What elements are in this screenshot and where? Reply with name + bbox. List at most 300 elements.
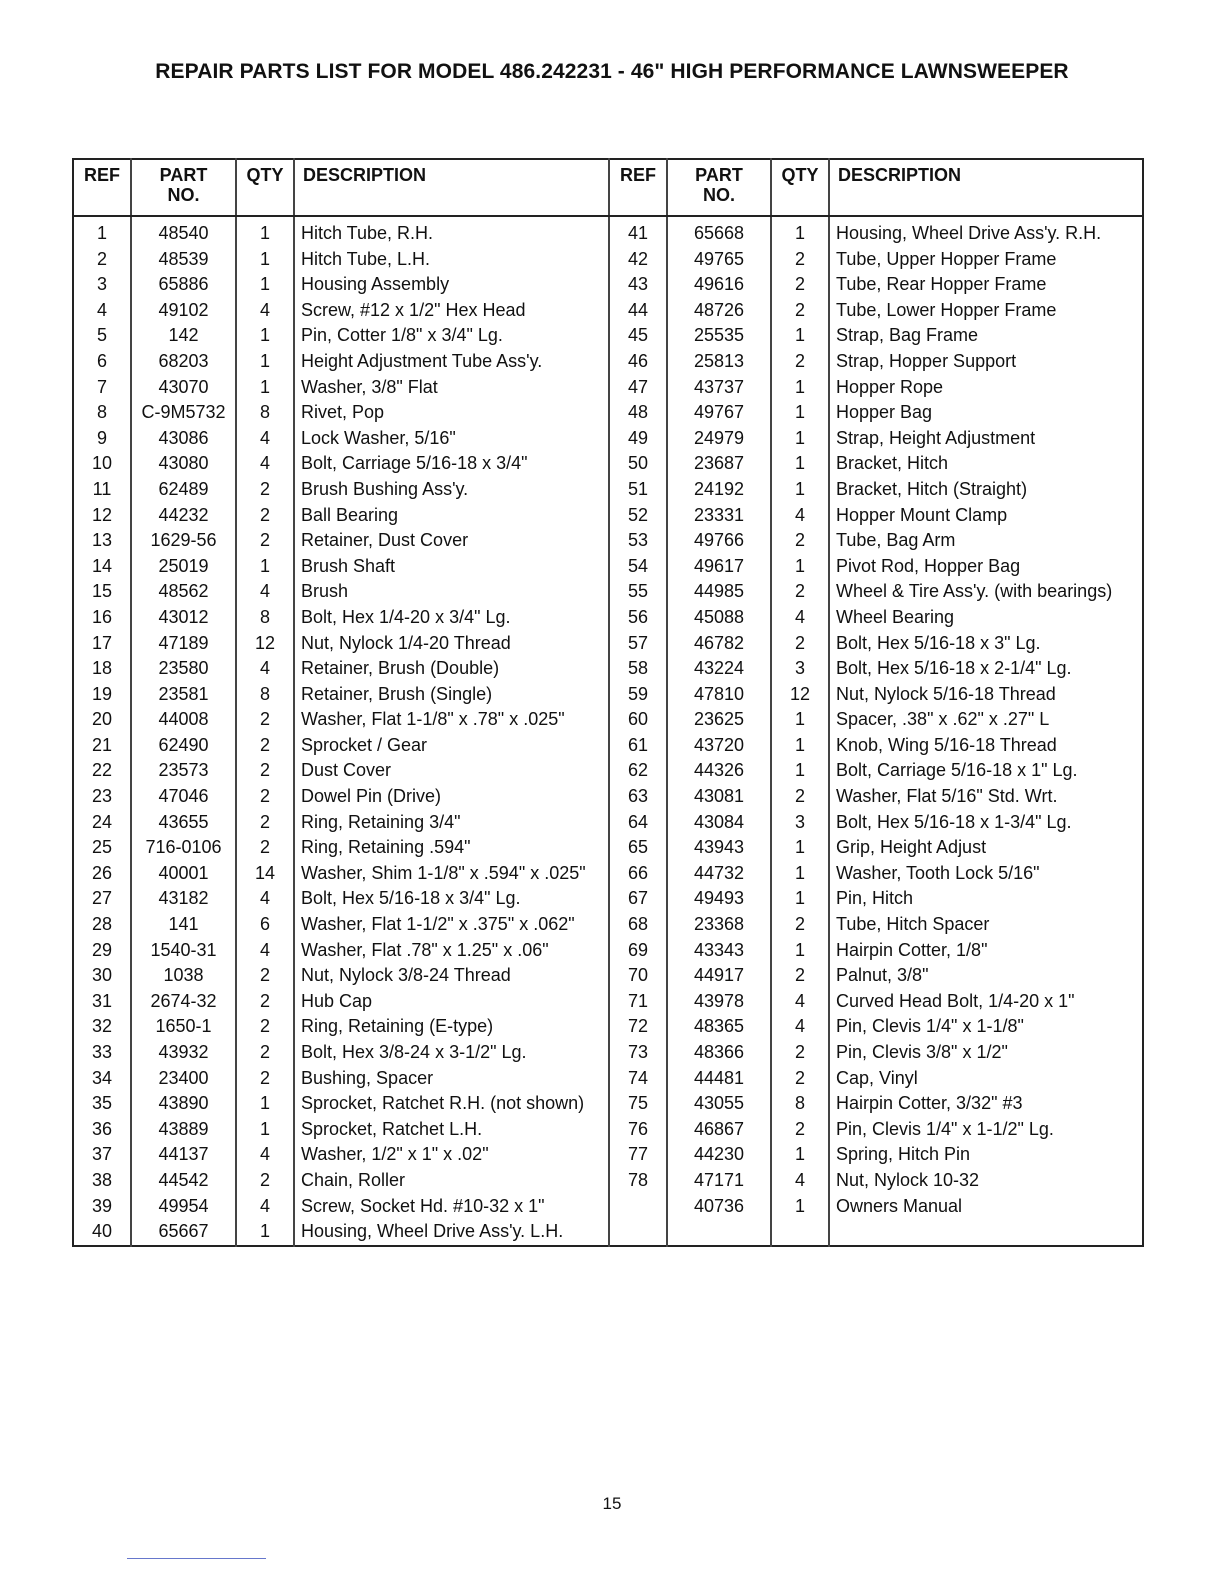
cell-part-no: 43890: [131, 1091, 236, 1117]
cell-description: Nut, Nylock 1/4-20 Thread: [294, 631, 609, 657]
cell-ref: 28: [91, 914, 113, 935]
cell-qty: 2: [771, 1117, 829, 1143]
cell-part-no: 23400: [131, 1066, 236, 1092]
cell-description: Wheel & Tire Ass'y. (with bearings): [829, 579, 1143, 605]
cell-description: Tube, Hitch Spacer: [829, 912, 1143, 938]
cell-description: Pin, Clevis 1/4" x 1-1/8": [829, 1014, 1143, 1040]
cell-qty: 1: [771, 886, 829, 912]
cell-description: Retainer, Brush (Single): [294, 682, 609, 708]
table-header-row: [73, 159, 1143, 216]
cell-description: Spacer, .38" x .62" x .27" L: [829, 707, 1143, 733]
cell-qty: 2: [236, 758, 294, 784]
cell-description: Bushing, Spacer: [294, 1066, 609, 1092]
cell-qty: 1: [771, 554, 829, 580]
cell-part-no: 48540: [131, 216, 236, 247]
cell-description: Hitch Tube, L.H.: [294, 247, 609, 273]
cell-qty: 4: [771, 605, 829, 631]
table-row: [73, 963, 1143, 989]
cell-part-no: 43086: [131, 426, 236, 452]
cell-qty: 4: [236, 426, 294, 452]
cell-part-no: 49493: [667, 886, 771, 912]
cell-part-no: 49954: [131, 1194, 236, 1220]
cell-part-no: 44008: [131, 707, 236, 733]
cell-qty: 2: [771, 349, 829, 375]
cell-ref: 52: [609, 503, 667, 529]
cell-description: Sprocket, Ratchet L.H.: [294, 1117, 609, 1143]
table-row: [73, 631, 1143, 657]
cell-part-no: 25019: [131, 554, 236, 580]
cell-part-no: C-9M5732: [131, 400, 236, 426]
cell-part-no: 23368: [667, 912, 771, 938]
cell-ref: 6: [96, 350, 107, 371]
cell-qty: 4: [771, 1168, 829, 1194]
cell-ref: 59: [609, 682, 667, 708]
cell-part-no: 24979: [667, 426, 771, 452]
cell-description: Knob, Wing 5/16-18 Thread: [829, 733, 1143, 759]
header-part: PART: [159, 165, 208, 185]
cell-qty: 2: [771, 963, 829, 989]
cell-ref: 62: [609, 758, 667, 784]
cell-description: Ball Bearing: [294, 503, 609, 529]
cell-description: Housing, Wheel Drive Ass'y. L.H.: [294, 1219, 609, 1246]
table-row: [73, 323, 1143, 349]
cell-ref: 10: [91, 453, 113, 474]
cell-ref: 56: [609, 605, 667, 631]
cell-part-no: 68203: [131, 349, 236, 375]
table-row: [73, 1219, 1143, 1246]
cell-qty: 2: [236, 963, 294, 989]
cell-part-no: 47046: [131, 784, 236, 810]
cell-ref: 30: [91, 965, 113, 986]
cell-part-no: 65886: [131, 272, 236, 298]
cell-ref: 51: [609, 477, 667, 503]
cell-ref: 27: [91, 888, 113, 909]
cell-part-no: 142: [131, 323, 236, 349]
cell-description: Height Adjustment Tube Ass'y.: [294, 349, 609, 375]
cell-ref: 32: [91, 1016, 113, 1037]
cell-qty: 2: [236, 1168, 294, 1194]
cell-ref: 36: [91, 1118, 113, 1139]
cell-description: Hopper Bag: [829, 400, 1143, 426]
table-row: [73, 1066, 1143, 1092]
cell-part-no: 47189: [131, 631, 236, 657]
table-row: [73, 758, 1143, 784]
cell-part-no: 48562: [131, 579, 236, 605]
cell-part-no: 43070: [131, 375, 236, 401]
cell-ref: 78: [609, 1168, 667, 1194]
cell-part-no: 48365: [667, 1014, 771, 1040]
cell-description: Strap, Height Adjustment: [829, 426, 1143, 452]
cell-ref: 5: [96, 325, 107, 346]
table-row: [73, 400, 1143, 426]
cell-qty: 1: [236, 1117, 294, 1143]
cell-description: Pin, Clevis 1/4" x 1-1/2" Lg.: [829, 1117, 1143, 1143]
cell-ref: 58: [609, 656, 667, 682]
cell-part-no: 43655: [131, 810, 236, 836]
cell-part-no: 25813: [667, 349, 771, 375]
cell-part-no: 48726: [667, 298, 771, 324]
table-row: [73, 298, 1143, 324]
cell-description: Pin, Hitch: [829, 886, 1143, 912]
cell-part-no: 49767: [667, 400, 771, 426]
cell-part-no: 43343: [667, 938, 771, 964]
cell-description: Hitch Tube, R.H.: [294, 216, 609, 247]
table-row: [73, 682, 1143, 708]
cell-part-no: 49617: [667, 554, 771, 580]
cell-description: Strap, Bag Frame: [829, 323, 1143, 349]
cell-ref: 39: [91, 1195, 113, 1216]
cell-qty: 1: [236, 216, 294, 247]
cell-qty: 1: [236, 247, 294, 273]
cell-part-no: 40001: [131, 861, 236, 887]
cell-ref: 50: [609, 451, 667, 477]
cell-qty: 2: [771, 247, 829, 273]
cell-ref: 61: [609, 733, 667, 759]
cell-part-no: [667, 1219, 771, 1246]
table-row: [73, 1117, 1143, 1143]
cell-ref: 21: [91, 734, 113, 755]
cell-ref: 72: [609, 1014, 667, 1040]
cell-qty: 4: [236, 656, 294, 682]
cell-description: Ring, Retaining 3/4": [294, 810, 609, 836]
cell-qty: 2: [771, 272, 829, 298]
cell-part-no: 43055: [667, 1091, 771, 1117]
cell-qty: 2: [236, 784, 294, 810]
cell-description: Hairpin Cotter, 1/8": [829, 938, 1143, 964]
cell-description: Bolt, Hex 3/8-24 x 3-1/2" Lg.: [294, 1040, 609, 1066]
cell-description: Hopper Mount Clamp: [829, 503, 1143, 529]
cell-qty: 2: [236, 477, 294, 503]
table-row: [73, 272, 1143, 298]
cell-ref: 31: [91, 990, 113, 1011]
header-qty: QTY: [771, 159, 829, 216]
cell-ref: 37: [91, 1144, 113, 1165]
table-row: [73, 810, 1143, 836]
cell-description: Ring, Retaining .594": [294, 835, 609, 861]
cell-qty: 8: [771, 1091, 829, 1117]
cell-description: Bracket, Hitch (Straight): [829, 477, 1143, 503]
cell-ref: 73: [609, 1040, 667, 1066]
table-row: [73, 477, 1143, 503]
cell-part-no: 23581: [131, 682, 236, 708]
header-part-no: [131, 159, 236, 216]
table-row: [73, 912, 1143, 938]
cell-description: Tube, Bag Arm: [829, 528, 1143, 554]
cell-description: Owners Manual: [829, 1194, 1143, 1220]
cell-qty: 1: [771, 938, 829, 964]
cell-part-no: 49766: [667, 528, 771, 554]
cell-description: Retainer, Dust Cover: [294, 528, 609, 554]
header-description: DESCRIPTION: [294, 159, 609, 216]
header-part: PART: [695, 165, 743, 185]
cell-description: [829, 1219, 1143, 1246]
cell-ref: 45: [609, 323, 667, 349]
cell-qty: 4: [771, 1014, 829, 1040]
cell-qty: 2: [771, 579, 829, 605]
cell-description: Strap, Hopper Support: [829, 349, 1143, 375]
cell-description: Retainer, Brush (Double): [294, 656, 609, 682]
table-row: [73, 835, 1143, 861]
cell-qty: 1: [236, 323, 294, 349]
cell-ref: 19: [91, 683, 113, 704]
cell-qty: 1: [771, 426, 829, 452]
cell-description: Bolt, Hex 5/16-18 x 3/4" Lg.: [294, 886, 609, 912]
cell-qty: 2: [236, 835, 294, 861]
cell-qty: 8: [236, 400, 294, 426]
table-row: [73, 707, 1143, 733]
cell-qty: 4: [236, 1142, 294, 1168]
table-row: [73, 528, 1143, 554]
cell-qty: 2: [236, 733, 294, 759]
cell-ref: 55: [609, 579, 667, 605]
cell-part-no: 49616: [667, 272, 771, 298]
cell-ref: 48: [609, 400, 667, 426]
cell-qty: 2: [236, 707, 294, 733]
cell-qty: 2: [771, 1040, 829, 1066]
parts-table-body: [73, 216, 1143, 1246]
cell-ref: 15: [91, 581, 113, 602]
cell-ref: 70: [609, 963, 667, 989]
page-title: REPAIR PARTS LIST FOR MODEL 486.242231 - 46" HIGH PERFORMANCE LAWNSWEEPER: [155, 60, 1069, 83]
cell-part-no: 43182: [131, 886, 236, 912]
cell-description: Washer, Flat 5/16" Std. Wrt.: [829, 784, 1143, 810]
cell-qty: 12: [236, 631, 294, 657]
table-row: [73, 1142, 1143, 1168]
cell-ref: 57: [609, 631, 667, 657]
cell-description: Bolt, Hex 1/4-20 x 3/4" Lg.: [294, 605, 609, 631]
cell-qty: 1: [236, 272, 294, 298]
cell-part-no: 43081: [667, 784, 771, 810]
cell-description: Pivot Rod, Hopper Bag: [829, 554, 1143, 580]
cell-part-no: 1650-1: [131, 1014, 236, 1040]
cell-ref: 35: [91, 1093, 113, 1114]
cell-part-no: 48539: [131, 247, 236, 273]
cell-part-no: 25535: [667, 323, 771, 349]
cell-part-no: 43080: [131, 451, 236, 477]
cell-ref: 1: [96, 223, 107, 243]
cell-qty: 2: [236, 810, 294, 836]
cell-description: Hub Cap: [294, 989, 609, 1015]
cell-part-no: 43943: [667, 835, 771, 861]
cell-part-no: 43084: [667, 810, 771, 836]
cell-qty: 1: [236, 1091, 294, 1117]
cell-part-no: 141: [131, 912, 236, 938]
cell-qty: 2: [771, 784, 829, 810]
cell-part-no: 62489: [131, 477, 236, 503]
cell-part-no: 46867: [667, 1117, 771, 1143]
cell-part-no: 43012: [131, 605, 236, 631]
cell-qty: 1: [771, 707, 829, 733]
cell-qty: [771, 1219, 829, 1246]
cell-description: Bracket, Hitch: [829, 451, 1143, 477]
cell-qty: 1: [771, 1194, 829, 1220]
cell-part-no: 43737: [667, 375, 771, 401]
cell-ref: 63: [609, 784, 667, 810]
cell-ref: 33: [91, 1042, 113, 1062]
cell-part-no: 43932: [131, 1040, 236, 1066]
cell-qty: 6: [236, 912, 294, 938]
cell-part-no: 1038: [131, 963, 236, 989]
cell-qty: 1: [771, 861, 829, 887]
cell-part-no: 1629-56: [131, 528, 236, 554]
header-part-no: [667, 159, 771, 216]
cell-description: Ring, Retaining (E-type): [294, 1014, 609, 1040]
cell-qty: 1: [236, 349, 294, 375]
cell-part-no: 43978: [667, 989, 771, 1015]
cell-ref: 42: [609, 247, 667, 273]
cell-ref: [609, 1219, 667, 1246]
table-row: [73, 861, 1143, 887]
cell-part-no: 23331: [667, 503, 771, 529]
cell-ref: 3: [96, 274, 107, 295]
cell-qty: 1: [771, 758, 829, 784]
table-row: [73, 554, 1143, 580]
cell-description: Pin, Clevis 3/8" x 1/2": [829, 1040, 1143, 1066]
cell-part-no: 24192: [667, 477, 771, 503]
cell-qty: 2: [236, 503, 294, 529]
table-row: [73, 426, 1143, 452]
cell-ref: 17: [91, 632, 113, 653]
cell-description: Palnut, 3/8": [829, 963, 1143, 989]
cell-qty: 1: [771, 323, 829, 349]
cell-description: Cap, Vinyl: [829, 1066, 1143, 1092]
cell-qty: 1: [771, 216, 829, 247]
table-row: [73, 1014, 1143, 1040]
cell-ref: 76: [609, 1117, 667, 1143]
cell-ref: 75: [609, 1091, 667, 1117]
cell-ref: [609, 1194, 667, 1220]
table-row: [73, 375, 1143, 401]
table-row: [73, 503, 1143, 529]
cell-qty: 1: [771, 835, 829, 861]
table-row: [73, 938, 1143, 964]
cell-ref: 16: [91, 606, 113, 627]
cell-part-no: 44542: [131, 1168, 236, 1194]
cell-qty: 1: [236, 375, 294, 401]
cell-ref: 74: [609, 1066, 667, 1092]
table-row: [73, 579, 1143, 605]
cell-description: Washer, 3/8" Flat: [294, 375, 609, 401]
table-row: [73, 1168, 1143, 1194]
table-row: [73, 733, 1143, 759]
cell-part-no: 23687: [667, 451, 771, 477]
cell-part-no: 40736: [667, 1194, 771, 1220]
cell-description: Bolt, Hex 5/16-18 x 3" Lg.: [829, 631, 1143, 657]
cell-qty: 1: [236, 1219, 294, 1246]
header-ref: REF: [73, 159, 131, 216]
cell-description: Chain, Roller: [294, 1168, 609, 1194]
cell-ref: 66: [609, 861, 667, 887]
cell-description: Brush: [294, 579, 609, 605]
table-row: [73, 784, 1143, 810]
cell-qty: 2: [236, 1066, 294, 1092]
cell-description: Bolt, Carriage 5/16-18 x 1" Lg.: [829, 758, 1143, 784]
cell-description: Dowel Pin (Drive): [294, 784, 609, 810]
cell-description: Washer, Flat 1-1/2" x .375" x .062": [294, 912, 609, 938]
cell-description: Washer, Shim 1-1/8" x .594" x .025": [294, 861, 609, 887]
header-qty: QTY: [236, 159, 294, 216]
cell-qty: 4: [236, 886, 294, 912]
cell-qty: 1: [771, 451, 829, 477]
table-row: [73, 216, 1143, 247]
header-no: NO.: [167, 185, 200, 205]
cell-qty: 2: [236, 1040, 294, 1066]
cell-ref: 65: [609, 835, 667, 861]
cell-qty: 1: [771, 375, 829, 401]
cell-part-no: 23573: [131, 758, 236, 784]
cell-qty: 8: [236, 682, 294, 708]
cell-part-no: 47171: [667, 1168, 771, 1194]
cell-ref: 18: [91, 658, 113, 679]
cell-part-no: 48366: [667, 1040, 771, 1066]
cell-description: Pin, Cotter 1/8" x 3/4" Lg.: [294, 323, 609, 349]
cell-qty: 2: [771, 912, 829, 938]
cell-ref: 13: [91, 530, 113, 551]
cell-ref: 41: [609, 216, 667, 247]
cell-description: Spring, Hitch Pin: [829, 1142, 1143, 1168]
cell-ref: 64: [609, 810, 667, 836]
cell-description: Hairpin Cotter, 3/32" #3: [829, 1091, 1143, 1117]
cell-ref: 40: [91, 1221, 113, 1242]
cell-part-no: 2674-32: [131, 989, 236, 1015]
cell-part-no: 44917: [667, 963, 771, 989]
cell-qty: 1: [771, 400, 829, 426]
cell-description: Grip, Height Adjust: [829, 835, 1143, 861]
cell-part-no: 65667: [131, 1219, 236, 1246]
cell-qty: 1: [771, 1142, 829, 1168]
page-number: 15: [602, 1494, 622, 1513]
cell-part-no: 47810: [667, 682, 771, 708]
cell-ref: 49: [609, 426, 667, 452]
cell-description: Screw, #12 x 1/2" Hex Head: [294, 298, 609, 324]
cell-description: Sprocket, Ratchet R.H. (not shown): [294, 1091, 609, 1117]
cell-ref: 60: [609, 707, 667, 733]
cell-ref: 53: [609, 528, 667, 554]
cell-qty: 1: [771, 733, 829, 759]
cell-description: Tube, Lower Hopper Frame: [829, 298, 1143, 324]
cell-ref: 71: [609, 989, 667, 1015]
parts-table: [72, 158, 1144, 1247]
cell-qty: 12: [771, 682, 829, 708]
cell-description: Screw, Socket Hd. #10-32 x 1": [294, 1194, 609, 1220]
cell-ref: 34: [91, 1067, 113, 1088]
cell-description: Washer, Flat 1-1/8" x .78" x .025": [294, 707, 609, 733]
cell-description: Hopper Rope: [829, 375, 1143, 401]
cell-part-no: 44232: [131, 503, 236, 529]
cell-description: Sprocket / Gear: [294, 733, 609, 759]
cell-part-no: 65668: [667, 216, 771, 247]
table-row: [73, 1040, 1143, 1066]
cell-part-no: 46782: [667, 631, 771, 657]
table-row: [73, 451, 1143, 477]
cell-description: Bolt, Carriage 5/16-18 x 3/4": [294, 451, 609, 477]
cell-qty: 4: [236, 298, 294, 324]
table-row: [73, 247, 1143, 273]
cell-description: Brush Bushing Ass'y.: [294, 477, 609, 503]
cell-description: Washer, 1/2" x 1" x .02": [294, 1142, 609, 1168]
cell-part-no: 43224: [667, 656, 771, 682]
cell-description: Nut, Nylock 3/8-24 Thread: [294, 963, 609, 989]
cell-qty: 2: [771, 528, 829, 554]
cell-description: Nut, Nylock 10-32: [829, 1168, 1143, 1194]
cell-part-no: 23625: [667, 707, 771, 733]
cell-qty: 2: [236, 1014, 294, 1040]
cell-ref: 23: [91, 786, 113, 807]
cell-part-no: 49102: [131, 298, 236, 324]
cell-description: Curved Head Bolt, 1/4-20 x 1": [829, 989, 1143, 1015]
cell-part-no: 62490: [131, 733, 236, 759]
cell-qty: 4: [236, 579, 294, 605]
